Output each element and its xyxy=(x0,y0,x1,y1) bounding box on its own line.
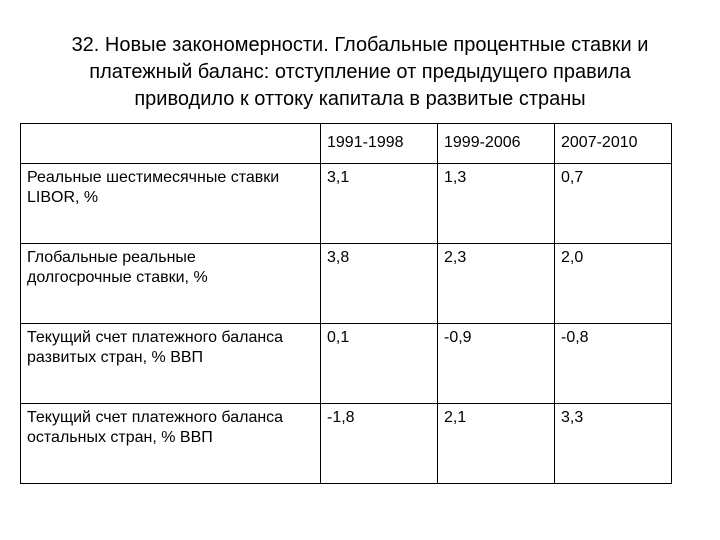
title-line-1: 32. Новые закономерности. Глобальные процентные ставки и xyxy=(71,34,649,56)
table-cell: 3,3 xyxy=(555,404,672,484)
table-row xyxy=(21,244,672,324)
table-cell: -0,8 xyxy=(555,324,672,404)
row-label-line-2: остальных стран, % ВВП xyxy=(27,429,213,446)
table-cell: 2,3 xyxy=(438,244,555,324)
header-period-1991-1998: 1991-1998 xyxy=(321,124,438,164)
table-cell: -1,8 xyxy=(321,404,438,484)
table-row xyxy=(21,404,672,484)
row-label xyxy=(21,404,321,484)
row-label-line-2: долгосрочные ставки, % xyxy=(27,269,208,286)
table-cell: 0,7 xyxy=(555,164,672,244)
table-cell: 1,3 xyxy=(438,164,555,244)
row-label xyxy=(21,324,321,404)
table-cell: 3,1 xyxy=(321,164,438,244)
title-line-3: приводило к оттоку капитала в развитые страны xyxy=(134,88,586,110)
table-cell: 2,1 xyxy=(438,404,555,484)
table-cell: 3,8 xyxy=(321,244,438,324)
row-label-line-1: Реальные шестимесячные ставки xyxy=(27,169,280,186)
row-label-line-2: развитых стран, % ВВП xyxy=(27,349,204,366)
row-label-line-2: LIBOR, % xyxy=(27,189,99,206)
row-label xyxy=(21,244,321,324)
rates-table xyxy=(20,123,672,484)
table-cell: 0,1 xyxy=(321,324,438,404)
row-label-line-1: Текущий счет платежного баланса xyxy=(27,409,284,426)
row-label-line-1: Текущий счет платежного баланса xyxy=(27,329,284,346)
table-cell: 2,0 xyxy=(555,244,672,324)
slide-title xyxy=(40,32,680,113)
title-line-2: платежный баланс: отступление от предыдущего правила xyxy=(89,61,631,83)
table-row xyxy=(21,164,672,244)
row-label xyxy=(21,164,321,244)
table-cell: -0,9 xyxy=(438,324,555,404)
header-corner-cell xyxy=(21,124,321,164)
header-period-2007-2010: 2007-2010 xyxy=(555,124,672,164)
row-label-line-1: Глобальные реальные xyxy=(27,249,196,266)
header-period-1999-2006: 1999-2006 xyxy=(438,124,555,164)
table-row xyxy=(21,324,672,404)
table-header-row xyxy=(21,124,672,164)
